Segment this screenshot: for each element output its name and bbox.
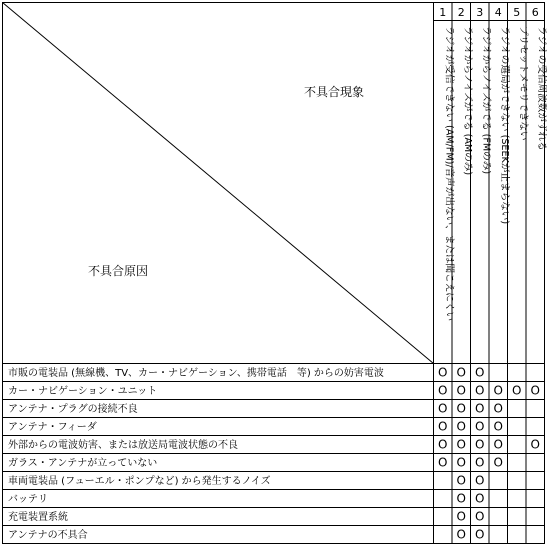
applies-mark: O xyxy=(493,419,503,434)
applies-mark: O xyxy=(475,473,485,488)
table-row xyxy=(8,384,540,398)
table-row xyxy=(8,510,484,524)
applies-mark: O xyxy=(456,419,466,434)
table-row xyxy=(8,528,484,542)
applies-mark: O xyxy=(493,455,503,470)
column-number: 4 xyxy=(494,6,502,19)
applies-mark: O xyxy=(493,437,503,452)
column-label: プリセットメモリできない xyxy=(517,26,529,141)
row-cause-label: 充電装置系統 xyxy=(8,512,68,523)
applies-mark: O xyxy=(475,383,485,398)
column-number: 3 xyxy=(476,6,484,19)
table-row xyxy=(8,366,484,380)
row-cause-label: アンテナの不具合 xyxy=(8,530,88,541)
row-cause-label: バッテリ xyxy=(8,494,48,505)
applies-mark: O xyxy=(438,419,448,434)
table-row xyxy=(8,402,503,416)
table-row xyxy=(8,456,503,470)
applies-mark: O xyxy=(512,383,522,398)
applies-mark: O xyxy=(456,455,466,470)
table-row xyxy=(8,492,484,506)
column-number: 2 xyxy=(457,6,465,19)
table-row xyxy=(8,438,540,452)
applies-mark: O xyxy=(456,473,466,488)
phenomenon-label: 不具合現象 xyxy=(304,85,365,99)
applies-mark: O xyxy=(438,383,448,398)
column-number: 5 xyxy=(513,6,521,19)
row-cause-label: 市販の電装品 (無線機、TV、カー・ナビゲーション、携帯電話 等) からの妨害電波 xyxy=(8,368,384,379)
column-number: 1 xyxy=(439,6,447,19)
column-label: ラジオが受信できない (AM/FM)/音声が出ない、または聞こえにくい xyxy=(443,26,455,322)
cause-label: 不具合原因 xyxy=(88,264,149,278)
applies-mark: O xyxy=(456,365,466,380)
applies-mark: O xyxy=(438,437,448,452)
applies-mark: O xyxy=(475,455,485,470)
applies-mark: O xyxy=(475,419,485,434)
applies-mark: O xyxy=(438,365,448,380)
applies-mark: O xyxy=(456,383,466,398)
column-label: ラジオの受信周波数がずれる xyxy=(535,26,547,151)
applies-mark: O xyxy=(456,509,466,524)
applies-mark: O xyxy=(493,401,503,416)
column-label: ラジオからノイズがでる (AMのみ) xyxy=(461,26,473,176)
header-diagonal xyxy=(3,3,434,364)
row-cause-label: 外部からの電波妨害、または放送局電波状態の不良 xyxy=(8,440,238,451)
applies-mark: O xyxy=(530,383,540,398)
applies-mark: O xyxy=(438,401,448,416)
row-cause-label: アンテナ・プラグの接続不良 xyxy=(8,404,138,415)
applies-mark: O xyxy=(456,401,466,416)
row-cause-label: 車両電装品 (フューエル・ポンプなど) から発生するノイズ xyxy=(8,476,271,487)
column-number: 6 xyxy=(531,6,539,19)
row-cause-label: アンテナ・フィーダ xyxy=(8,422,97,433)
applies-mark: O xyxy=(475,365,485,380)
applies-mark: O xyxy=(493,383,503,398)
applies-mark: O xyxy=(475,527,485,542)
applies-mark: O xyxy=(475,509,485,524)
applies-mark: O xyxy=(475,491,485,506)
applies-mark: O xyxy=(456,437,466,452)
applies-mark: O xyxy=(456,527,466,542)
applies-mark: O xyxy=(475,401,485,416)
column-label: ラジオからノイズがでる (FMのみ) xyxy=(480,26,492,175)
row-cause-label: カー・ナビゲーション・ユニット xyxy=(8,386,158,397)
column-label: ラジオの選局ができない (SEEKが止まらない) xyxy=(498,26,510,225)
applies-mark: O xyxy=(456,491,466,506)
column-headers xyxy=(439,6,547,321)
row-cause-label: ガラス・アンテナが立っていない xyxy=(8,458,158,469)
applies-mark: O xyxy=(530,437,540,452)
applies-mark: O xyxy=(438,455,448,470)
table-row xyxy=(8,474,484,488)
applies-mark: O xyxy=(475,437,485,452)
table-row xyxy=(8,420,503,434)
